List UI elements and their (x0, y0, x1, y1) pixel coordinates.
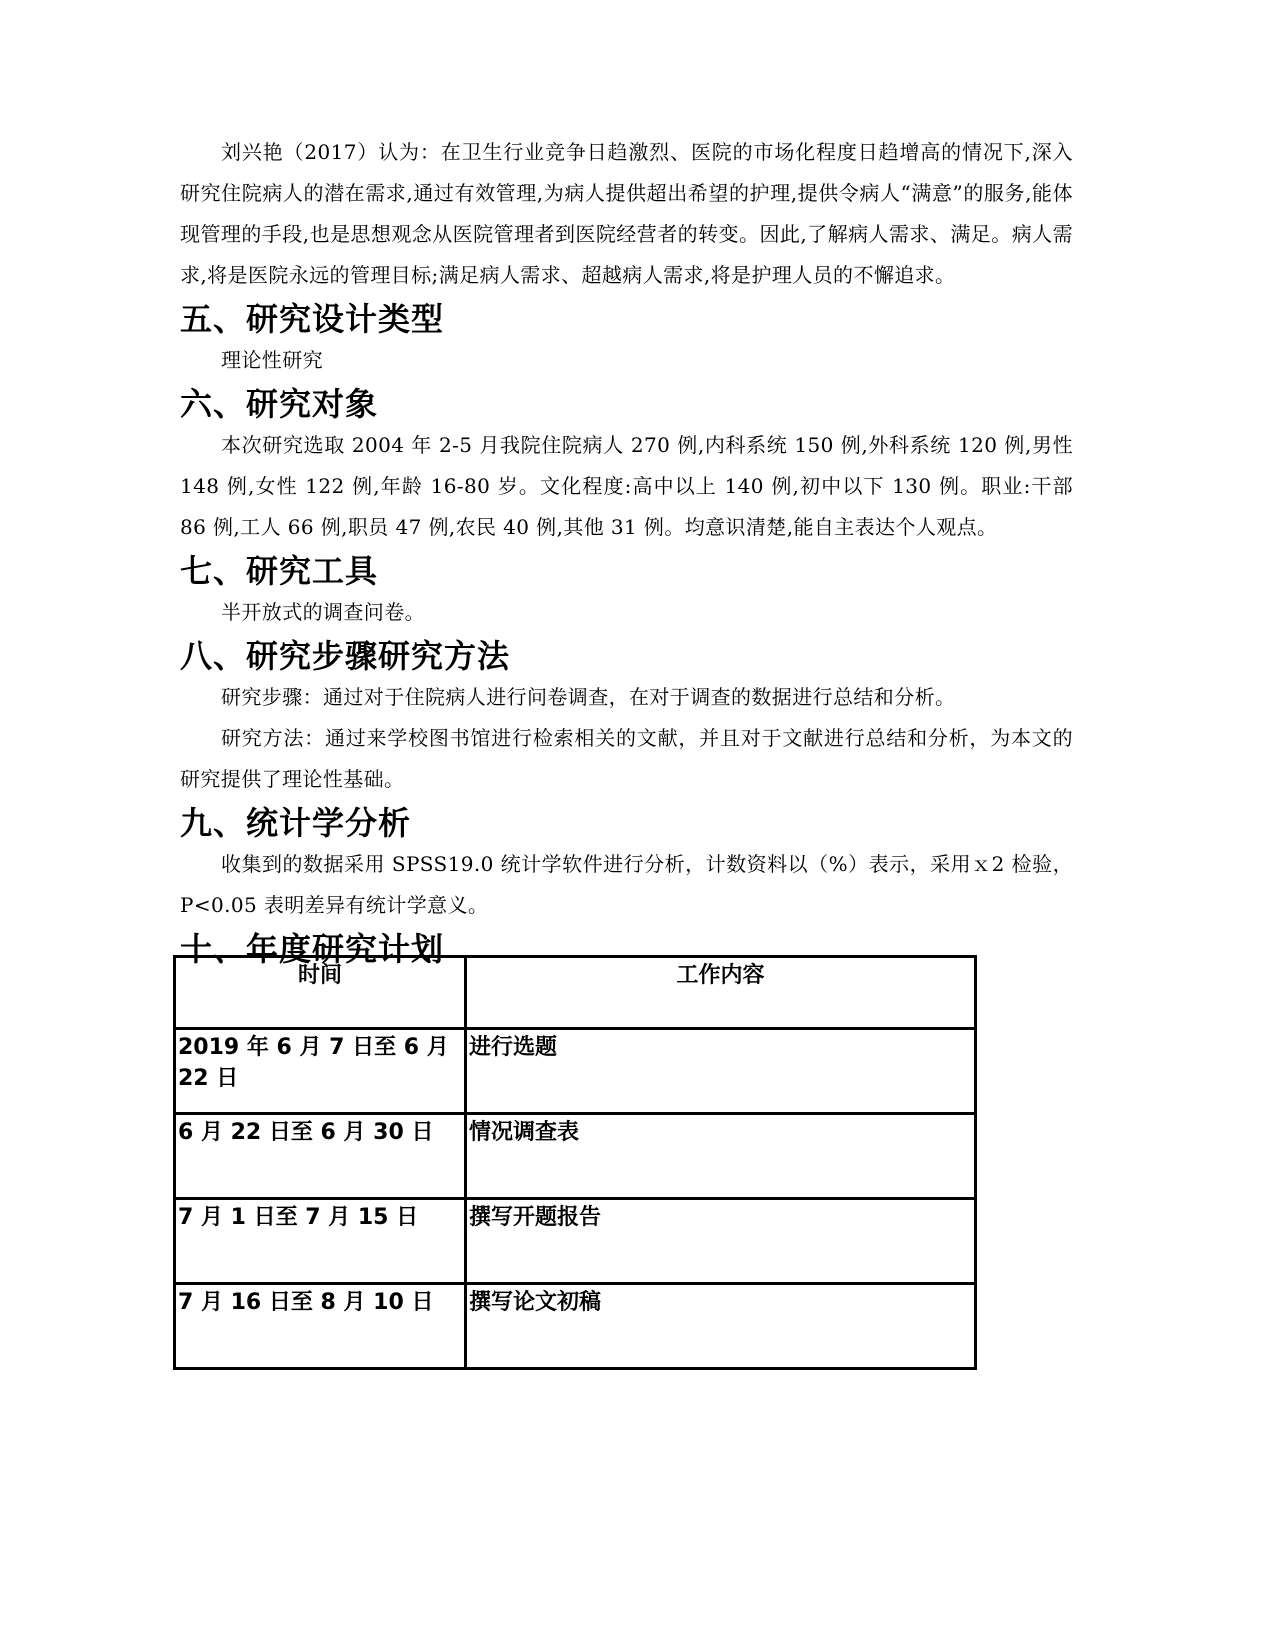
annual-plan-table (173, 955, 977, 1370)
table-header-row (175, 957, 976, 1029)
table-row (175, 1029, 976, 1114)
table-cell-time: 2019 年 6 月 7 日至 6 月 22 日 (175, 1029, 466, 1114)
table-row (175, 1199, 976, 1284)
table-cell-time: 6 月 22 日至 6 月 30 日 (175, 1114, 466, 1199)
table-cell-content: 情况调查表 (466, 1114, 976, 1199)
column-header-work-content: 工作内容 (466, 957, 976, 1029)
table-cell-content: 进行选题 (466, 1029, 976, 1114)
section-title-steps-methods: 八、研究步骤研究方法 (180, 637, 511, 675)
column-header-time: 时间 (175, 957, 466, 1029)
table-cell-content: 撰写开题报告 (466, 1199, 976, 1284)
steps-text: 研究步骤：通过对于住院病人进行问卷调查，在对于调查的数据进行总结和分析。 (221, 685, 956, 709)
statistics-text: 收集到的数据采用 SPSS19.0 统计学软件进行分析，计数资料以（%）表示，采用ｘ2 检验，P<0.05 表明差异有统计学意义。 (180, 852, 1073, 917)
design-type-text: 理论性研究 (221, 348, 323, 372)
table-row (175, 1114, 976, 1199)
subjects-text: 本次研究选取 2004 年 2-5 月我院住院病人 270 例,内科系统 150 例,外科系统 120 例,男性 148 例,女性 122 例,年龄 16-80 岁。文化程度:高中以上 140 例,初中以下 130 例。职业:干部 86 例,工人 66 例,职员 47 例,农民 40 例,其他 31 例。均意识清楚,能自主表达个人观点。 (180, 433, 1073, 539)
section-title-annual-plan: 十、年度研究计划 (180, 930, 445, 968)
tools-text: 半开放式的调查问卷。 (221, 600, 425, 624)
document-page (180, 132, 1073, 970)
methods-text: 研究方法：通过来学校图书馆进行检索相关的文献，并且对于文献进行总结和分析，为本文的研究提供了理论性基础。 (180, 726, 1073, 791)
table-cell-content: 撰写论文初稿 (466, 1284, 976, 1369)
section-title-tools: 七、研究工具 (180, 552, 379, 590)
section-title-subjects: 六、研究对象 (180, 385, 379, 423)
table-cell-time: 7 月 16 日至 8 月 10 日 (175, 1284, 466, 1369)
section-title-statistics: 九、统计学分析 (180, 804, 412, 842)
intro-paragraph: 刘兴艳（2017）认为：在卫生行业竞争日趋激烈、医院的市场化程度日趋增高的情况下,深入研究住院病人的潜在需求,通过有效管理,为病人提供超出希望的护理,提供令病人“满意”的服务,能体现管理的手段,也是思想观念从医院管理者到医院经营者的转变。因此,了解病人需求、满足。病人需求,将是医院永远的管理目标;满足病人需求、超越病人需求,将是护理人员的不懈追求。 (180, 140, 1073, 287)
table-row (175, 1284, 976, 1369)
section-title-design-type: 五、研究设计类型 (180, 300, 445, 338)
table-cell-time: 7 月 1 日至 7 月 15 日 (175, 1199, 466, 1284)
